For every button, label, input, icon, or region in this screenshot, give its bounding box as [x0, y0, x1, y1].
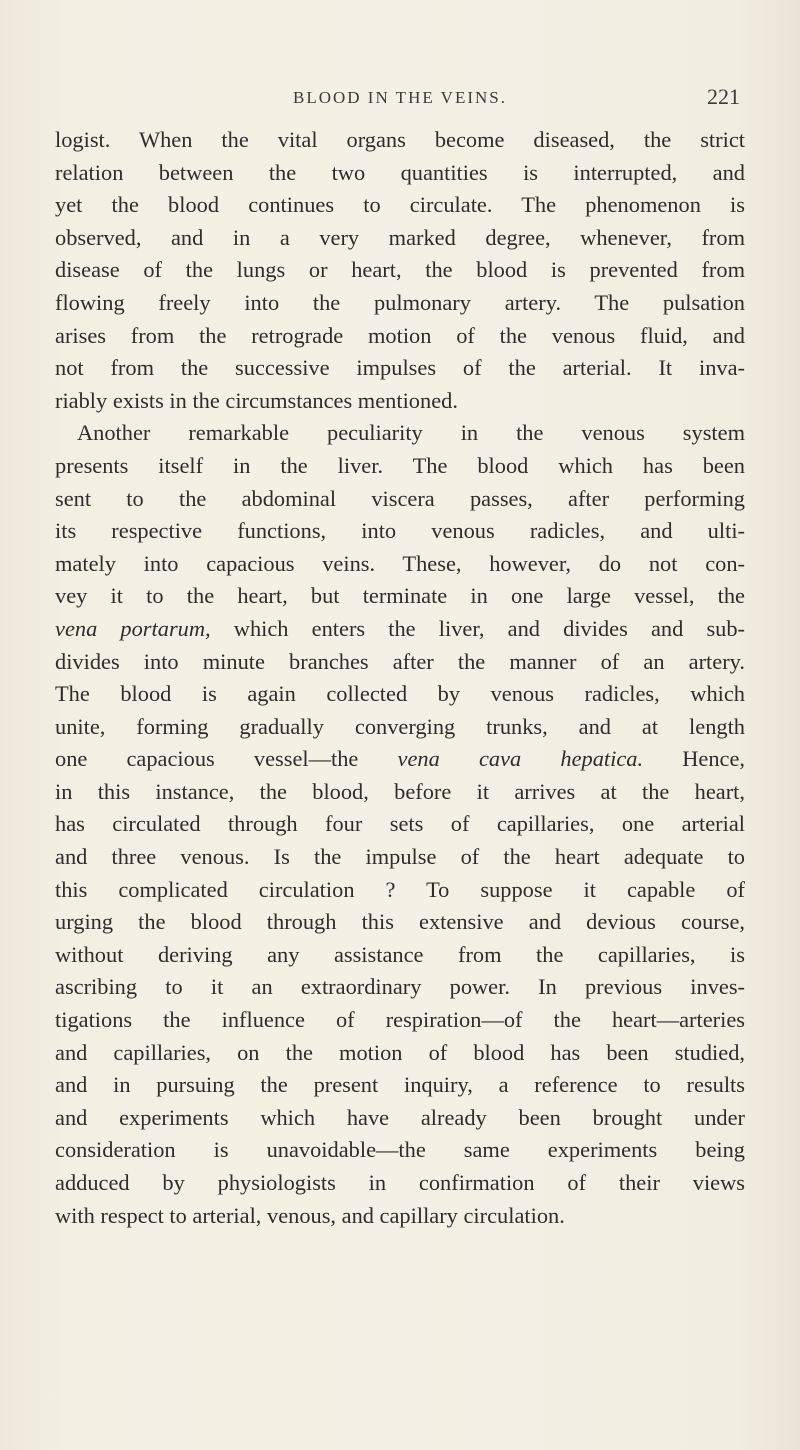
text-line: yet the blood continues to circulate. The phenomenon is: [55, 192, 745, 218]
paragraph-end-line: with respect to arterial, venous, and capillary circulation.: [55, 1202, 565, 1228]
text-line: ascribing to it an extraordinary power. In previous inves-: [55, 974, 745, 1000]
text-line: urging the blood through this extensive and devious course,: [55, 909, 745, 935]
text-line: relation between the two quantities is interrupted, and: [55, 159, 745, 185]
text-line: observed, and in a very marked degree, whenever, from: [55, 224, 745, 250]
text-line: flowing freely into the pulmonary artery. The pulsation: [55, 289, 745, 315]
line-segment: one capacious vessel—the: [55, 746, 398, 772]
line-segment: which enters the liver, and divides and sub-: [210, 615, 746, 641]
text-line: tigations the influence of respiration—of the heart—arteries: [55, 1007, 745, 1033]
body-text: [55, 124, 745, 1232]
page-number: 221: [707, 84, 740, 109]
page-header: [0, 84, 800, 114]
text-line: divides into minute branches after the manner of an artery.: [55, 648, 745, 674]
paragraph-start-line: Another remarkable peculiarity in the venous system: [77, 420, 745, 446]
text-line: its respective functions, into venous radicles, and ulti-: [55, 518, 745, 544]
text-line: this complicated circulation ? To suppose it capable of: [55, 876, 745, 902]
text-line: The blood is again collected by venous radicles, which: [55, 681, 745, 707]
text-line-vena-portarum: [55, 613, 745, 646]
text-line: without deriving any assistance from the capillaries, is: [55, 941, 745, 967]
text-line: and capillaries, on the motion of blood has been studied,: [55, 1039, 745, 1065]
italic-term-vena-portarum: vena portarum,: [55, 615, 211, 641]
line-segment: Hence,: [643, 746, 746, 772]
text-line: sent to the abdominal viscera passes, after performing: [55, 485, 745, 511]
text-line: presents itself in the liver. The blood which has been: [55, 452, 745, 478]
running-head: BLOOD IN THE VEINS.: [293, 88, 507, 107]
text-line: vey it to the heart, but terminate in one large vessel, the: [55, 583, 745, 609]
text-line: and experiments which have already been brought under: [55, 1104, 745, 1130]
text-line: unite, forming gradually converging trunks, and at length: [55, 713, 745, 739]
text-line: in this instance, the blood, before it arrives at the heart,: [55, 778, 745, 804]
italic-term-vena-cava-hepatica: vena cava hepatica.: [397, 746, 644, 772]
text-line: consideration is unavoidable—the same experiments being: [55, 1137, 745, 1163]
text-line: adduced by physiologists in confirmation of their views: [55, 1170, 745, 1195]
text-line: mately into capacious veins. These, however, do not con-: [55, 550, 745, 576]
text-line: and in pursuing the present inquiry, a reference to results: [55, 1072, 745, 1098]
text-line-vena-cava: [55, 743, 745, 776]
paragraph-end-line: riably exists in the circumstances mentioned.: [55, 387, 458, 413]
text-line: has circulated through four sets of capillaries, one arterial: [55, 811, 745, 837]
text-line: and three venous. Is the impulse of the heart adequate to: [55, 844, 745, 870]
text-line: not from the successive impulses of the arterial. It inva-: [55, 355, 745, 381]
text-line: logist. When the vital organs become diseased, the strict: [55, 127, 745, 152]
text-line: arises from the retrograde motion of the venous fluid, and: [55, 322, 745, 348]
text-line: disease of the lungs or heart, the blood is prevented from: [55, 257, 745, 283]
